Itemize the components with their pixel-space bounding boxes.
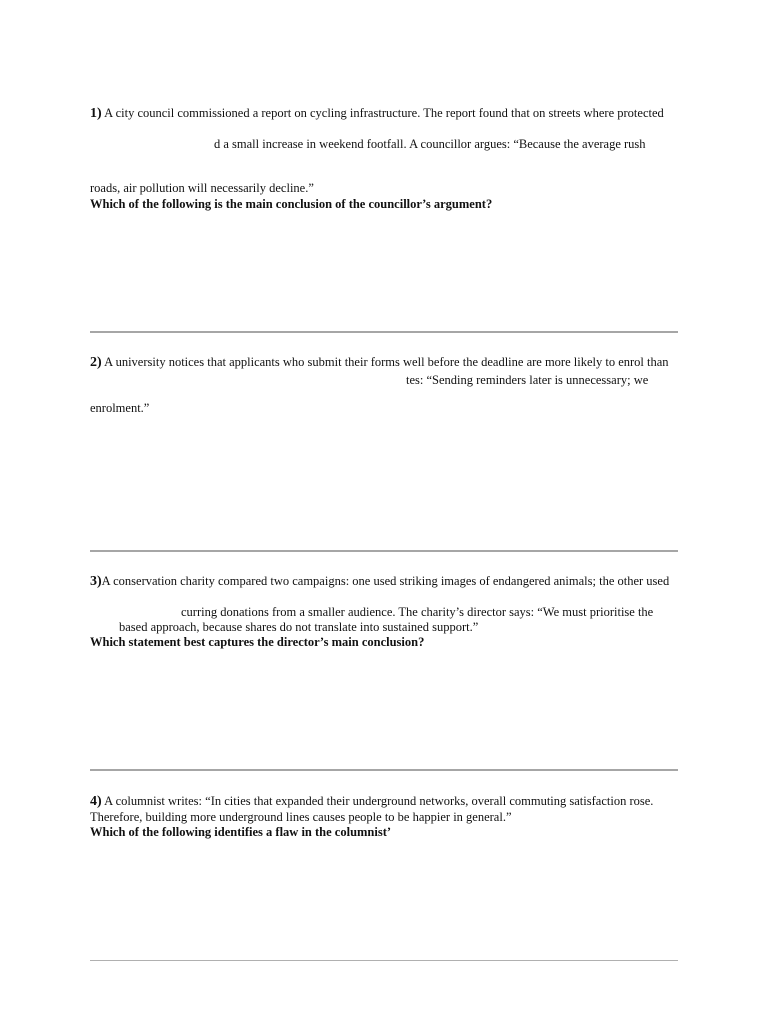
question-4-line-1 xyxy=(90,794,653,809)
question-3-prompt: Which statement best captures the director’s main conclusion? xyxy=(90,635,425,649)
question-2-line-3: enrolment.” xyxy=(90,401,150,415)
question-2-line-2: tes: “Sending reminders later is unnecessary; we xyxy=(406,373,649,387)
question-1-line-2: d a small increase in weekend footfall. A councillor argues: “Because the average rush xyxy=(214,137,646,151)
question-3-line-2: curring donations from a smaller audience. The charity’s director says: “We must prioritise the xyxy=(181,605,654,619)
divider-4 xyxy=(90,960,678,961)
divider-2 xyxy=(90,550,678,552)
question-3-text-1: A conservation charity compared two campaigns: one used striking images of endangered animals; the other used xyxy=(101,574,670,588)
question-3-line-1 xyxy=(90,574,669,589)
question-4-text-1: A columnist writes: “In cities that expanded their underground networks, overall commuting satisfaction rose. xyxy=(104,794,654,808)
question-3-line-3: based approach, because shares do not translate into sustained support.” xyxy=(119,620,479,634)
divider-3 xyxy=(90,769,678,771)
divider-1 xyxy=(90,331,678,333)
question-4-number: 4) xyxy=(90,794,102,809)
question-1-line-1 xyxy=(90,106,664,121)
question-1-line-3: roads, air pollution will necessarily decline.” xyxy=(90,181,314,195)
question-1-number: 1) xyxy=(90,106,102,121)
question-3-number: 3) xyxy=(90,574,102,589)
question-1-prompt: Which of the following is the main conclusion of the councillor’s argument? xyxy=(90,197,493,211)
question-4-line-2: Therefore, building more underground lines causes people to be happier in general.” xyxy=(90,810,512,824)
question-1-text-1: A city council commissioned a report on cycling infrastructure. The report found that on streets where protected xyxy=(104,106,664,120)
question-4-prompt: Which of the following identifies a flaw in the columnist’ xyxy=(90,825,392,839)
question-2-text-1: A university notices that applicants who submit their forms well before the deadline are more likely to enrol than xyxy=(104,355,669,369)
question-2-number: 2) xyxy=(90,355,102,370)
question-2-line-1 xyxy=(90,355,669,370)
